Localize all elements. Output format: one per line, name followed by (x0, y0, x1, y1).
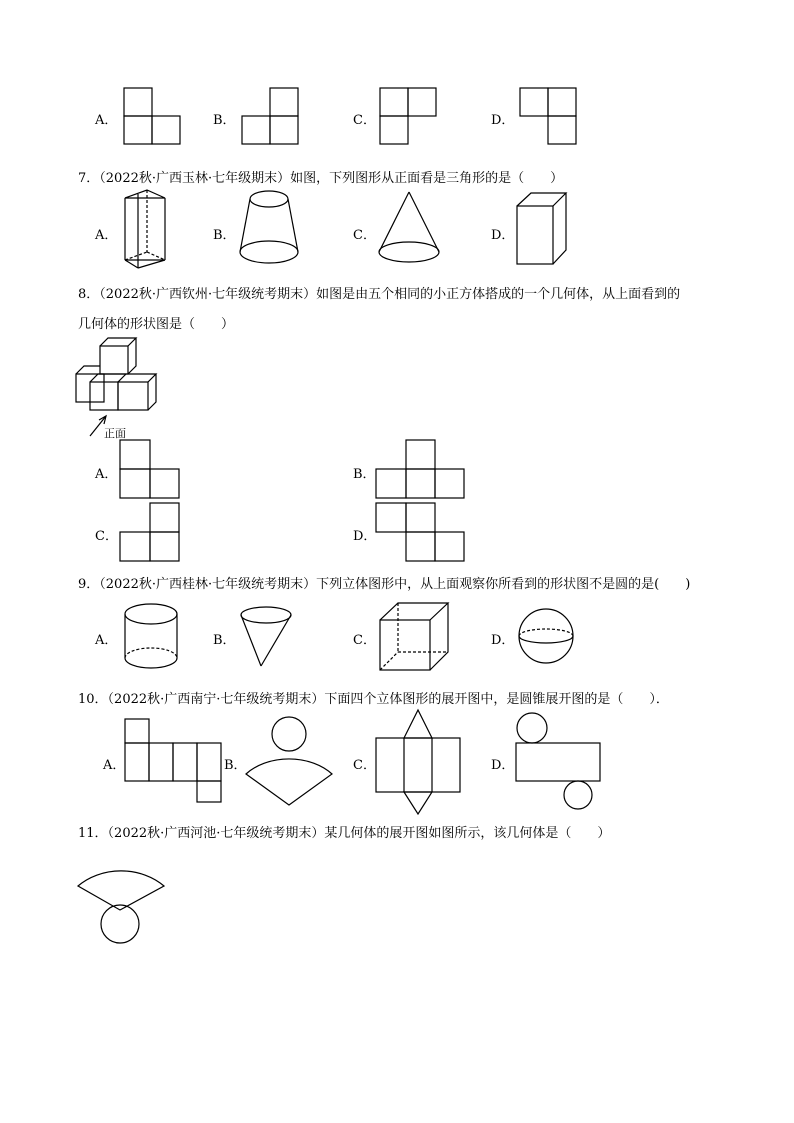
q11-net-figure (74, 848, 170, 946)
q6-option-b-label: B． (213, 113, 236, 128)
q9-option-b-label: B． (213, 633, 236, 648)
q7-option-d-label: D． (491, 228, 515, 243)
cone-icon (240, 606, 292, 668)
q7-option-c-label: C． (353, 228, 376, 243)
triangular-prism-icon (120, 190, 170, 272)
q6-option-c-label: C． (353, 113, 376, 128)
q8-option-c-label: C． (95, 529, 118, 544)
q9-option-c-label: C． (353, 633, 376, 648)
q7-option-b-label: B． (213, 228, 236, 243)
q10-option-c-label: C． (353, 758, 376, 773)
q7-option-a-label: A． (95, 228, 118, 243)
rectangular-prism-icon (516, 192, 572, 268)
q7-stem: 7．（2022秋·广西玉林·七年级期末）如图，下列图形从正面看是三角形的是（ ） (78, 171, 564, 186)
q8-option-c-figure (120, 503, 182, 565)
q6-option-d-label: D． (491, 113, 515, 128)
q10-stem: 10．（2022秋·广西南宁·七年级统考期末）下面四个立体图形的展开图中，是圆锥展开图的是（ ）． (78, 692, 669, 707)
q8-option-d-figure (376, 503, 468, 565)
q8-option-a-label: A． (95, 467, 118, 482)
q10-option-d-label: D． (491, 758, 515, 773)
q11-stem: 11．（2022秋·广西河池·七年级统考期末）某几何体的展开图如图所示，该几何体是（ ） (78, 826, 611, 841)
q8-front-label: 正面 (104, 427, 126, 440)
cone-icon (378, 192, 440, 270)
q8-option-b-figure (376, 440, 468, 502)
q6-option-c-figure (380, 88, 440, 148)
q10-option-c-net-figure (374, 708, 464, 816)
q8-stem-line1: 8．（2022秋·广西钦州·七年级统考期末）如图是由五个相同的小正方体搭成的一个几何体，从上面看到的 (78, 287, 681, 302)
frustum-icon (238, 190, 302, 270)
q6-option-d-figure (520, 88, 580, 148)
q8-option-a-figure (120, 440, 182, 502)
q6-option-a-label: A． (95, 113, 118, 128)
q9-stem: 9．（2022秋·广西桂林·七年级统考期末）下列立体图形中，从上面观察你所看到的形状图不是圆的是( ) (78, 577, 691, 592)
q8-option-d-label: D． (353, 529, 377, 544)
cylinder-icon (124, 603, 180, 671)
q10-option-b-label: B． (224, 758, 247, 773)
q10-option-a-label: A． (103, 758, 126, 773)
q9-option-d-label: D． (491, 633, 515, 648)
q10-option-b-net-figure (244, 716, 336, 806)
q6-option-b-figure (242, 88, 302, 148)
sphere-icon (518, 608, 576, 666)
q10-option-a-net-figure (124, 718, 224, 804)
q8-stem-line2: 几何体的形状图是（ ） (78, 317, 235, 332)
q9-option-a-label: A． (95, 633, 118, 648)
q6-option-a-figure (124, 88, 184, 148)
q10-option-d-net-figure (512, 712, 604, 812)
cube-icon (378, 602, 450, 672)
q8-option-b-label: B． (353, 467, 376, 482)
